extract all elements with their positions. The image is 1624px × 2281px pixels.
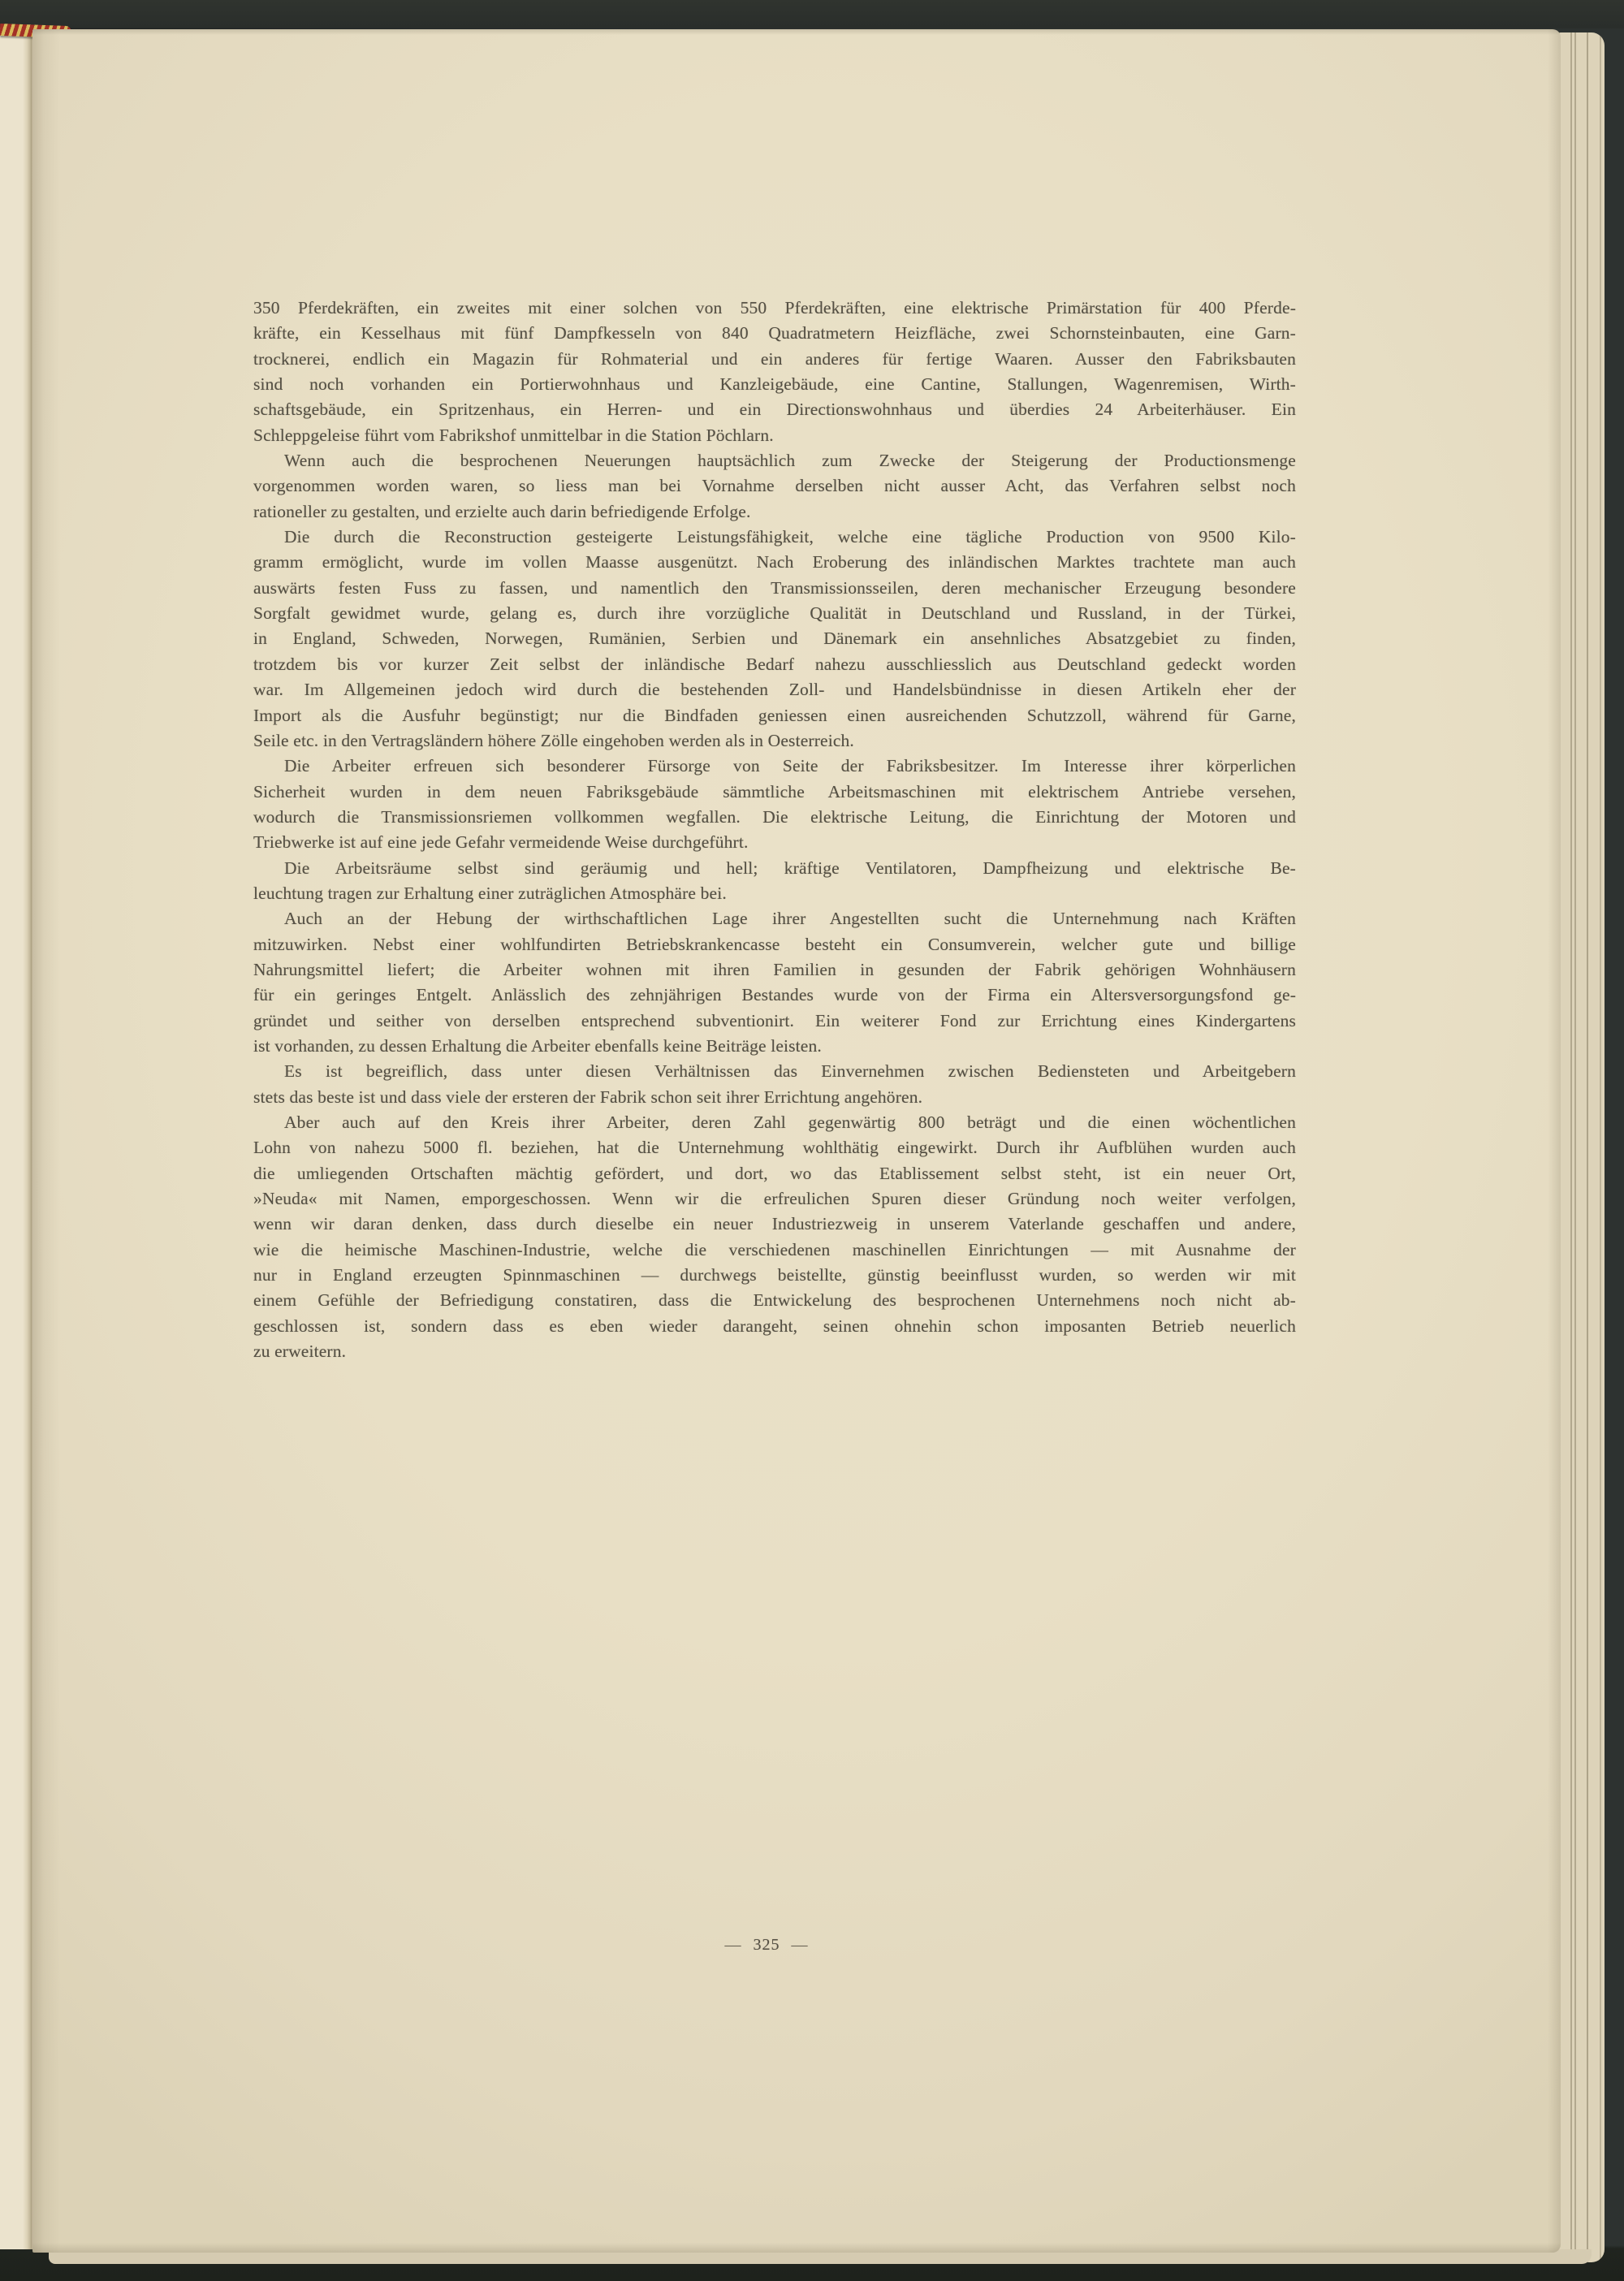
paragraph	[253, 1110, 1296, 1364]
text-line: vorgenommen worden waren, so liess man bei Vornahme derselben nicht ausser Acht, das Verfahren selbst noch	[253, 476, 1296, 496]
book-page	[32, 29, 1561, 2253]
footer-dash-right: —	[791, 1936, 809, 1954]
text-line: ist vorhanden, zu dessen Erhaltung die Arbeiter ebenfalls keine Beiträge leisten.	[253, 1035, 822, 1056]
text-line: Die Arbeitsräume selbst sind geräumig und hell; kräftige Ventilatoren, Dampfheizung und elektrische Be-	[284, 858, 1296, 878]
text-line: stets das beste ist und dass viele der ersteren der Fabrik schon seit ihrer Errichtung angehören.	[253, 1086, 923, 1107]
paragraph	[253, 754, 1296, 855]
text-line: trocknerei, endlich ein Magazin für Rohmaterial und ein anderes für fertige Waaren. Ausser den Fabriksbauten	[253, 348, 1296, 369]
text-line: Die Arbeiter erfreuen sich besonderer Fürsorge von Seite der Fabriksbesitzer. Im Interesse ihrer körperlichen	[284, 756, 1296, 776]
text-line: 350 Pferdekräften, ein zweites mit einer solchen von 550 Pferdekräften, eine elektrische Primärstation für 400 Pferde-	[253, 298, 1296, 318]
text-line: geschlossen ist, sondern dass es eben wieder darangeht, seinen ohnehin schon imposanten Betrieb neuerlich	[253, 1315, 1296, 1336]
text-line: Sicherheit wurden in dem neuen Fabriksgebäude sämmtliche Arbeitsmaschinen mit elektrischem Antriebe versehen,	[253, 781, 1296, 801]
text-line: Seile etc. in den Vertragsländern höhere Zölle eingehoben werden als in Oesterreich.	[253, 730, 854, 750]
text-line: Sorgfalt gewidmet wurde, gelang es, durch ihre vorzügliche Qualität in Deutschland und Russland, in der Türkei,	[253, 603, 1296, 624]
text-line: Lohn von nahezu 5000 fl. beziehen, hat die Unternehmung wohlthätig eingewirkt. Durch ihr Aufblühen wurden auch	[253, 1138, 1296, 1158]
paragraph	[253, 906, 1296, 1059]
paragraph	[253, 525, 1296, 754]
text-line: Die durch die Reconstruction gesteigerte Leistungsfähigkeit, welche eine tägliche Production von 9500 Kilo-	[284, 527, 1296, 547]
text-line: auswärts festen Fuss zu fassen, und namentlich den Transmissionsseilen, deren mechanischer Erzeugung besondere	[253, 577, 1296, 598]
text-line: war. Im Allgemeinen jedoch wird durch die bestehenden Zoll- und Handelsbündnisse in diesen Artikeln eher der	[253, 680, 1296, 700]
page-footer	[245, 1936, 1288, 1955]
text-line: in England, Schweden, Norwegen, Rumänien, Serbien und Dänemark ein ansehnliches Absatzgebiet zu finden,	[253, 629, 1296, 649]
text-line: Es ist begreiflich, dass unter diesen Verhältnissen das Einvernehmen zwischen Bediensteten und Arbeitgebern	[284, 1061, 1296, 1082]
text-line: schaftsgebäude, ein Spritzenhaus, ein Herren- und ein Directionswohnhaus und überdies 24 Arbeiterhäuser. Ein	[253, 400, 1296, 420]
text-line: gründet und seither von derselben entsprechend subventionirt. Ein weiterer Fond zur Errichtung eines Kindergartens	[253, 1010, 1296, 1030]
previous-page-edge	[0, 28, 32, 2249]
text-line: Nahrungsmittel liefert; die Arbeiter wohnen mit ihren Familien in gesunden der Fabrik gehörigen Wohnhäusern	[253, 959, 1296, 979]
text-line: einem Gefühle der Befriedigung constatiren, dass die Entwickelung des besprochenen Unternehmens noch nicht ab-	[253, 1290, 1296, 1311]
paragraph	[253, 1059, 1296, 1110]
text-line: trotzdem bis vor kurzer Zeit selbst der inländische Bedarf nahezu ausschliesslich aus Deutschland gedeckt worden	[253, 654, 1296, 674]
text-line: Wenn auch die besprochenen Neuerungen hauptsächlich zum Zwecke der Steigerung der Productionsmenge	[284, 451, 1296, 471]
text-line: wodurch die Transmissionsriemen vollkommen wegfallen. Die elektrische Leitung, die Einrichtung der Motoren und	[253, 806, 1296, 827]
paragraph	[253, 296, 1296, 448]
text-line: »Neuda« mit Namen, emporgeschossen. Wenn wir die erfreulichen Spuren dieser Gründung noch weiter verfolgen,	[253, 1189, 1296, 1209]
text-line: Schleppgeleise führt vom Fabrikshof unmittelbar in die Station Pöchlarn.	[253, 425, 774, 445]
text-line: Import als die Ausfuhr begünstigt; nur die Bindfaden geniessen einen ausreichenden Schutzzoll, während für Garne,	[253, 705, 1296, 725]
text-block	[253, 296, 1296, 1364]
footer-dash-left: —	[724, 1936, 742, 1954]
paragraph	[253, 856, 1296, 907]
text-line: wie die heimische Maschinen-Industrie, welche die verschiedenen maschinellen Einrichtungen — mit Ausnahme der	[253, 1239, 1296, 1259]
text-line: die umliegenden Ortschaften mächtig gefördert, und dort, wo das Etablissement selbst steht, ist ein neuer Ort,	[253, 1163, 1296, 1183]
text-line: wenn wir daran denken, dass durch dieselbe ein neuer Industriezweig in unserem Vaterlande geschaffen und andere,	[253, 1214, 1296, 1234]
text-line: Aber auch auf den Kreis ihrer Arbeiter, deren Zahl gegenwärtig 800 beträgt und die einen wöchentlichen	[284, 1112, 1296, 1132]
text-line: gramm ermöglicht, wurde im vollen Maasse ausgenützt. Nach Eroberung des inländischen Marktes trachtete man auch	[253, 552, 1296, 572]
text-line: Triebwerke ist auf eine jede Gefahr vermeidende Weise durchgeführt.	[253, 832, 749, 853]
text-line: kräfte, ein Kesselhaus mit fünf Dampfkesseln von 840 Quadratmetern Heizfläche, zwei Schornsteinbauten, eine Garn-	[253, 323, 1296, 343]
right-page-edges	[1557, 32, 1605, 2262]
paragraph	[253, 448, 1296, 525]
text-line: zu erweitern.	[253, 1341, 347, 1362]
text-line: sind noch vorhanden ein Portierwohnhaus und Kanzleigebäude, eine Cantine, Stallungen, Wagenremisen, Wirth-	[253, 374, 1296, 395]
text-line: rationeller zu gestalten, und erzielte auch darin befriedigende Erfolge.	[253, 501, 751, 521]
text-line: nur in England erzeugten Spinnmaschinen — durchwegs beistellte, günstig beeinflusst wurden, so werden wir mit	[253, 1265, 1296, 1285]
page-number: 325	[753, 1936, 780, 1954]
text-line: mitzuwirken. Nebst einer wohlfundirten Betriebskrankencasse besteht ein Consumverein, welcher gute und billige	[253, 934, 1296, 954]
text-line: leuchtung tragen zur Erhaltung einer zuträglichen Atmosphäre bei.	[253, 883, 727, 903]
text-line: Auch an der Hebung der wirthschaftlichen Lage ihrer Angestellten sucht die Unternehmung nach Kräften	[284, 909, 1296, 929]
text-line: für ein geringes Entgelt. Anlässlich des zehnjährigen Bestandes wurde von der Firma ein Altersversorgungsfond ge-	[253, 985, 1296, 1005]
